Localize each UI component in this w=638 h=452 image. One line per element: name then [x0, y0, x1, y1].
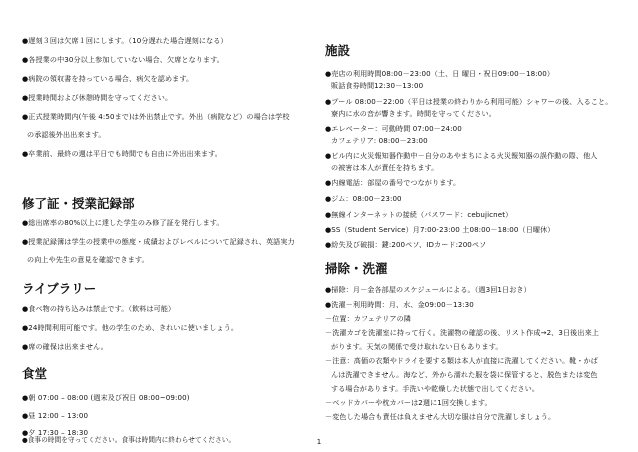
rule-line: ●各授業の中30分以上参加していない場合、欠席となります。 — [22, 55, 224, 64]
section-title-facilities: 施設 — [325, 43, 351, 58]
rule-line: ●授業時間および休憩時間を守ってください。 — [22, 93, 173, 102]
facility-item: の被害は本人が責任を持ちます。 — [331, 163, 439, 172]
cleaning-item: －位置：カフェテリアの隣 — [325, 314, 411, 323]
section-title-cafeteria: 食堂 — [22, 366, 48, 381]
cleaning-item: がります。天気の関係で受け取れない日もあります。 — [331, 342, 503, 351]
certificate-item: の向上や先生の意見を確認できます。 — [27, 255, 149, 264]
facility-item: ●内線電話：部屋の番号でつながります。 — [325, 178, 461, 187]
rule-line: の承認後外出出来ます。 — [27, 130, 106, 139]
facility-item: ●紛失及び破損：鍵:200ペソ、IDカード:200ペソ — [325, 240, 487, 249]
cleaning-item: する場合があります。手洗いや乾燥した状態で出してください。 — [331, 384, 540, 393]
facility-item: ●SS（Student Service）月7:00-23:00 土08:00－18:00（日曜休） — [325, 225, 555, 234]
library-item: ●席の確保は出来ません。 — [22, 342, 108, 351]
rule-line: ●正式授業時間内(午後 4:50まで)は外出禁止です。外出（病院など）の場合は学校 — [22, 112, 290, 121]
rule-line: ●卒業前、最終の週は平日でも時間でも自由に外出出来ます。 — [22, 149, 222, 158]
cleaning-item: んは洗濯できません。海など、外から濡れた服を袋に保管すると、脱色または変色 — [331, 370, 598, 379]
facility-item: ●無線インターネットの接続（パスワード：cebujicnet） — [325, 210, 513, 219]
facility-item: ●売店の利用時間08:00－23:00（土、日 曜日・祝日09:00－18:00） — [325, 69, 555, 78]
facility-item: ●ジム：08:00－23:00 — [325, 194, 402, 203]
cleaning-item: ●洗濯－利用時間：月、水、金09:00－13:30 — [325, 300, 474, 309]
cafeteria-item: ●昼 12:00 – 13:00 — [22, 411, 89, 420]
facility-item: カフェテリア: 08:00－23:00 — [331, 136, 428, 145]
rule-line: ●遅刻３回は欠席１回にします。（10分遅れた場合遅刻になる） — [22, 36, 228, 45]
library-item: ●食べ物の持ち込みは禁止です。（飲料は可能） — [22, 304, 176, 313]
cafeteria-item: ●朝 07:00 – 08:00 (週末及び祝日 08:00~09:00) — [22, 393, 190, 402]
cleaning-item: －ベッドカバーや枕カバーは2週に1回交換します。 — [325, 398, 492, 407]
page-number: 1 — [316, 438, 322, 446]
facility-item: ●ビル内に火災報知器作動中－自分のあやまちによる火災報知器の誤作動の際、他人 — [325, 151, 598, 160]
certificate-item: ●授業記録簿は学生の授業中の態度・成績およびレベルについて記録され、英語実力 — [22, 237, 295, 246]
cleaning-item: －洗濯カゴを洗濯室に持って行く。洗濯物の確認の後、リスト作成→2、3日後出来上 — [325, 328, 599, 337]
section-title-cleaning: 掃除・洗濯 — [325, 261, 388, 276]
facility-item: ●エレベーター：可動時間 07:00－24:00 — [325, 124, 462, 133]
cleaning-item: －変色した場合も責任は負えません大切な服は自分で洗濯しましょう。 — [325, 412, 556, 421]
rule-line: ●病院の領収書を持っている場合、病欠を認めます。 — [22, 74, 194, 83]
certificate-item: ●総出席率の80%以上に達した学生のみ修了証を発行します。 — [22, 218, 224, 227]
section-title-library: ライブラリー — [22, 281, 97, 296]
cafeteria-item: ●食事の時間を守ってください。食事は時間内に終わらせてください。 — [22, 436, 236, 444]
facility-item: ●プール 08:00－22:00（平日は授業の終わりから利用可能）シャワーの後、入ること。 — [325, 97, 613, 106]
library-item: ●24時間利用可能です。他の学生のため、きれいに使いましょう。 — [22, 323, 239, 332]
facility-item: 販話食券時間12:30－13:00 — [331, 81, 424, 90]
section-title-certificate: 修了証・授業記録部 — [22, 196, 135, 211]
cleaning-item: ●掃除：月－金各部屋のスケジュールによる。（週3回1日おき） — [325, 285, 531, 294]
cleaning-item: －注意：高価の衣類やドライを要する類は本人が直接に洗濯してください。靴・かば — [325, 356, 599, 365]
facility-item: 寮内に水の音が響きます。時間を守ってください。 — [331, 109, 496, 118]
cafeteria-item: ●夕 17:30 – 18:30 — [22, 428, 89, 437]
